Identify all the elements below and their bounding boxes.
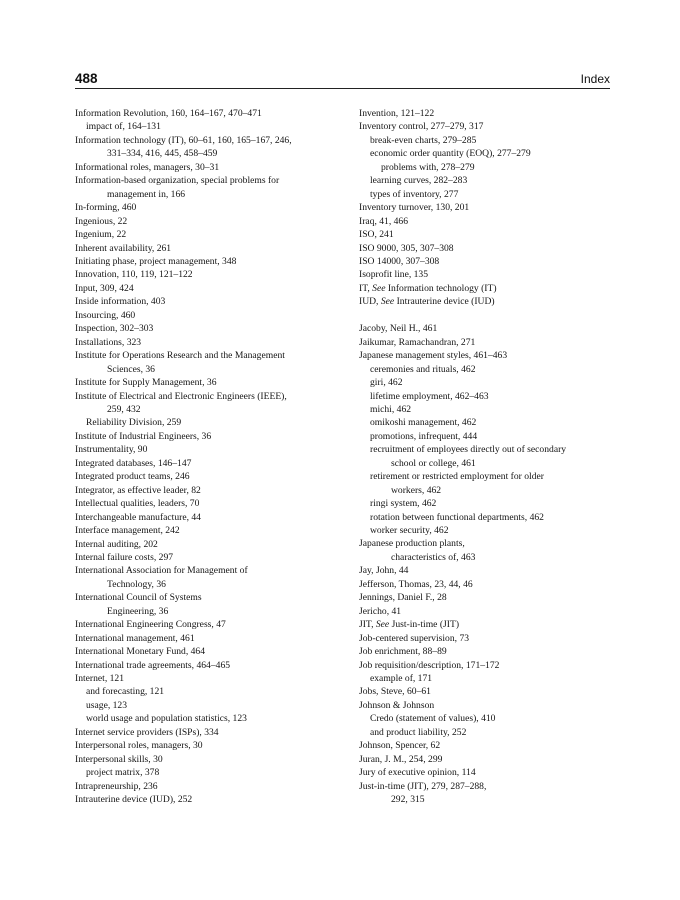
index-entry: Insourcing, 460 [75,309,136,321]
index-entry-continuation: Engineering, 36 [107,605,169,617]
index-entry: Intellectual qualities, leaders, 70 [75,498,200,510]
index-entry: ISO 14000, 307–308 [359,255,440,267]
index-entry: Institute of Electrical and Electronic Engineers (IEEE), [75,390,287,402]
index-subentry: michi, 462 [370,403,412,415]
index-entry: Jericho, 41 [359,605,402,617]
index-entry: Inventory control, 277–279, 317 [359,121,484,133]
index-subentry: and forecasting, 121 [86,686,165,698]
index-entry: ISO, 241 [359,229,394,241]
see-reference: See [372,282,386,294]
index-subentry: impact of, 164–131 [86,121,161,133]
index-entry: Internet service providers (ISPs), 334 [75,726,219,738]
index-entry: International Engineering Congress, 47 [75,619,226,631]
index-entry: Ingenium, 22 [75,229,127,241]
index-entry-continuation: Technology, 36 [107,578,166,590]
index-entry: Jennings, Daniel F., 28 [359,592,447,604]
index-subentry: Credo (statement of values), 410 [370,713,496,725]
index-entry: Intrapreneurship, 236 [75,780,158,792]
index-entry: Information technology (IT), 60–61, 160, 165–167, 246, [75,134,292,146]
index-subentry: problems with, 278–279 [381,161,475,173]
index-entry: Job enrichment, 88–89 [359,646,447,658]
index-subentry: world usage and population statistics, 123 [86,713,247,725]
index-subentry: worker security, 462 [370,525,449,537]
index-subentry: Reliability Division, 259 [86,417,182,429]
index-entry: International management, 461 [75,632,195,644]
index-subentry: break-even charts, 279–285 [370,134,477,146]
index-entry: Internet, 121 [75,673,125,685]
index-entry: Johnson & Johnson [359,699,435,711]
see-target: Just-in-time (JIT) [389,619,460,631]
index-entry: Interchangeable manufacture, 44 [75,511,201,523]
letter-group-gap [359,309,621,322]
index-entry: International Monetary Fund, 464 [75,646,206,658]
index-entry: Integrated product teams, 246 [75,471,190,483]
index-entry: Interpersonal skills, 30 [75,753,163,765]
see-reference: See [375,619,390,631]
index-subentry: ringi system, 462 [370,498,437,510]
index-entry: Invention, 121–122 [359,108,435,119]
see-target: Intrauterine device (IUD) [394,296,495,308]
index-subentry: usage, 123 [86,699,128,711]
index-subentry: and product liability, 252 [370,726,467,738]
index-entry: Just-in-time (JIT), 279, 287–288, [359,780,487,792]
index-entry: Johnson, Spencer, 62 [359,740,441,752]
running-head: Index [580,72,610,86]
index-entry: Instrumentality, 90 [75,444,148,456]
index-term: IUD, [359,296,381,308]
index-entry: Jay, John, 44 [359,565,409,577]
index-entry: Installations, 323 [75,336,142,348]
index-subentry: economic order quantity (EOQ), 277–279 [370,148,531,160]
index-entry: Isoprofit line, 135 [359,269,429,281]
index-entry: Jacoby, Neil H., 461 [359,323,438,335]
index-entry: Japanese production plants, [359,538,465,550]
index-entry-continuation: 292, 315 [391,794,425,806]
index-subentry: lifetime employment, 462–463 [370,390,489,402]
index-entry [359,295,621,308]
index-entry-continuation: characteristics of, 463 [391,551,476,563]
index-entry: Job requisition/description, 171–172 [359,659,500,671]
index-entry: Internal failure costs, 297 [75,551,174,563]
index-entry: Input, 309, 424 [75,282,134,294]
index-term: JIT, [359,619,376,631]
index-column-left [75,107,343,807]
index-subentry: ceremonies and rituals, 462 [370,363,476,375]
index-entry: Innovation, 110, 119, 121–122 [75,269,193,281]
index-entry: Inspection, 302–303 [75,323,154,335]
index-entry: Japanese management styles, 461–463 [359,350,508,362]
index-entry: Jury of executive opinion, 114 [359,767,476,779]
index-entry: International Council of Systems [75,592,202,604]
index-subentry: giri, 462 [370,377,403,389]
index-entry: Jaikumar, Ramachandran, 271 [359,336,476,348]
index-entry: Information Revolution, 160, 164–167, 470–471 [75,108,262,119]
index-entry: Institute for Supply Management, 36 [75,377,217,389]
index-entry: Inherent availability, 261 [75,242,172,254]
index-entry: Iraq, 41, 466 [359,215,409,227]
index-entry: Juran, J. M., 254, 299 [359,753,443,765]
index-subentry: example of, 171 [370,673,433,685]
index-entry: Internal auditing, 202 [75,538,158,550]
index-entry-continuation: Sciences, 36 [107,363,155,375]
index-entry-continuation: workers, 462 [391,484,442,496]
index-entry: Institute for Operations Research and the Management [75,350,285,362]
index-entry: Interpersonal roles, managers, 30 [75,740,203,752]
index-entry: Job-centered supervision, 73 [359,632,470,644]
index-entry: Ingenious, 22 [75,215,128,227]
index-entry: Inside information, 403 [75,296,166,308]
index-subentry: retirement or restricted employment for older [370,471,544,483]
index-entry [359,618,621,631]
index-subentry: types of inventory, 277 [370,188,459,200]
index-entry: International trade agreements, 464–465 [75,659,231,671]
index-entry-continuation: school or college, 461 [391,457,476,469]
index-entry: Jobs, Steve, 60–61 [359,686,431,698]
index-entry: Interface management, 242 [75,525,180,537]
index-entry [359,282,621,295]
index-subentry: rotation between functional departments, 462 [370,511,544,523]
see-reference: See [380,296,395,308]
header-rule [75,88,610,89]
index-entry-continuation: 259, 432 [107,403,141,415]
index-column-right [359,107,621,807]
index-subentry: omikoshi management, 462 [370,417,477,429]
index-entry: Initiating phase, project management, 348 [75,255,237,267]
index-entry: Integrator, as effective leader, 82 [75,484,201,496]
index-subentry: learning curves, 282–283 [370,175,468,187]
index-subentry: recruitment of employees directly out of secondary [370,444,567,456]
index-entry-continuation: 331–334, 416, 445, 458–459 [107,148,218,160]
index-entry: Inventory turnover, 130, 201 [359,202,470,214]
index-entry: Intrauterine device (IUD), 252 [75,794,193,806]
see-target: Information technology (IT) [385,282,497,294]
index-entry: Institute of Industrial Engineers, 36 [75,430,212,442]
index-term: IT, [359,282,373,294]
index-subentry: promotions, infrequent, 444 [370,430,478,442]
index-entry: In-forming, 460 [75,202,137,214]
index-entry: ISO 9000, 305, 307–308 [359,242,454,254]
index-entry: Informational roles, managers, 30–31 [75,161,220,173]
index-entry: Jefferson, Thomas, 23, 44, 46 [359,578,473,590]
index-entry: Information-based organization, special problems for [75,175,280,187]
page-number: 488 [75,71,98,86]
index-entry: Integrated databases, 146–147 [75,457,192,469]
index-entry-continuation: management in, 166 [107,188,186,200]
index-entry: International Association for Management of [75,565,248,577]
index-subentry: project matrix, 378 [86,767,160,779]
